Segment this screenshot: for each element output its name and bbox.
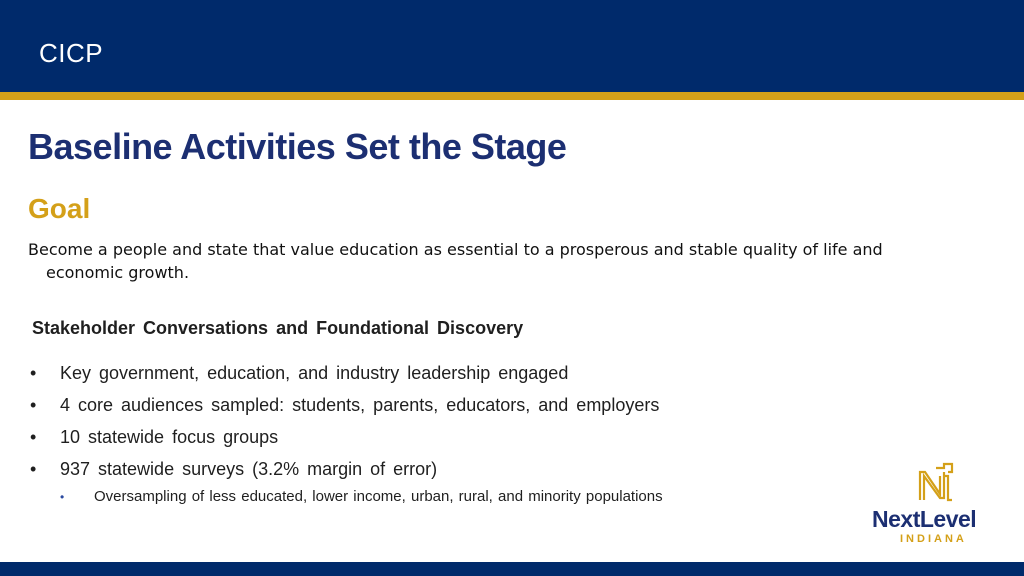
bullet-text: Key government, education, and industry leadership engaged [60,363,569,383]
sub-bullet-item [60,487,663,507]
bullet-text: 10 statewide focus groups [60,427,279,447]
bullet-text: 937 statewide surveys (3.2% margin of error) [60,459,438,479]
gold-divider [0,92,1024,100]
goal-text-line-2: economic growth. [46,263,190,282]
bullet-icon: • [30,427,37,447]
goal-text [10,238,968,284]
list-item [30,360,830,392]
footer-bar [0,562,1024,576]
bullet-icon: • [30,395,37,415]
bullet-icon: • [30,459,37,479]
list-item [30,392,830,424]
nextlevel-indiana-logo [866,460,1006,550]
slide-title: Baseline Activities Set the Stage [28,126,567,167]
goal-text-line-1: Become a people and state that value education as essential to a prosperous and stable quality of life and [28,240,883,259]
sub-bullet-icon: • [60,490,65,504]
list-item [30,424,830,456]
sub-bullet-text: Oversampling of less educated, lower income, urban, rural, and minority populations [94,488,663,505]
bullet-list [30,360,830,488]
next-level-n-icon [916,462,956,502]
logo-wordmark: NextLevel [872,506,977,532]
header-bar [0,0,1024,92]
list-item [30,456,830,488]
goal-heading: Goal [28,193,91,224]
logo-state: INDIANA [900,533,967,545]
bullet-icon: • [30,363,37,383]
section-subheading: Stakeholder Conversations and Foundational Discovery [32,318,524,338]
header-tag: CICP [39,38,104,68]
bullet-text: 4 core audiences sampled: students, parents, educators, and employers [60,395,660,415]
